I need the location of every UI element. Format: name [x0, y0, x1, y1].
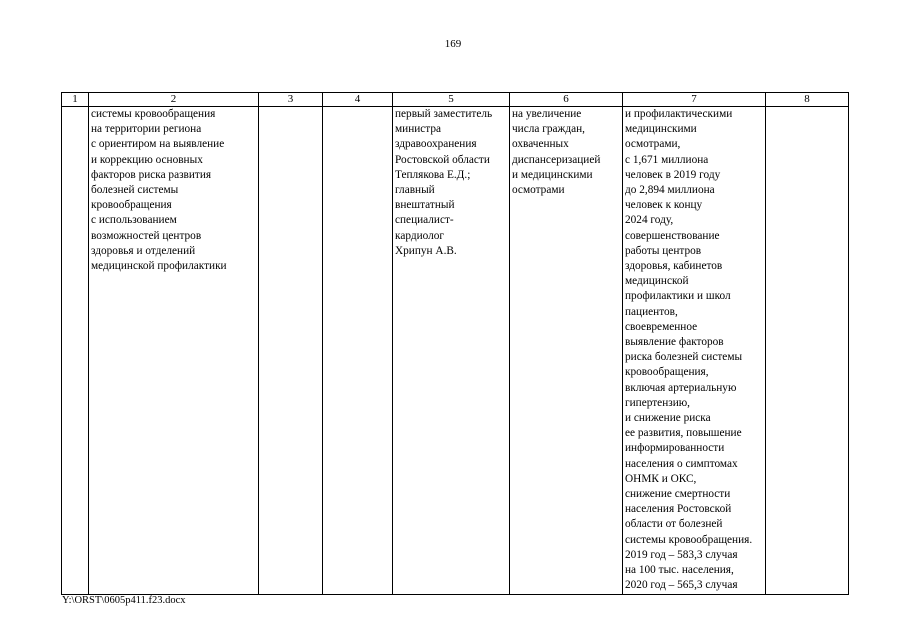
page-number: 169 [444, 38, 462, 50]
cell-col5-text: первый заместитель министра здравоохранения Ростовской области Теплякова Е.Д.; главный внештатный специалист- кардиолог Хрипун А.В. [395, 108, 493, 257]
cell-col2 [89, 107, 259, 595]
footer-file-path: Y:\ORST\0605p411.f23.docx [62, 595, 186, 606]
column-header-3: 3 [259, 93, 323, 107]
column-header-2: 2 [89, 93, 259, 107]
table-row [62, 107, 849, 595]
column-header-5: 5 [393, 93, 510, 107]
cell-col4 [323, 107, 393, 595]
program-table [61, 92, 849, 595]
cell-col2-text: системы кровообращения на территории региона с ориентиром на выявление и коррекцию основных факторов риска развития болезней системы кровообращения с использованием возможностей центров здоровья и отделений медицинской профилактики [91, 108, 227, 273]
column-header-8: 8 [766, 93, 849, 107]
table-header-row [62, 93, 849, 107]
cell-col7-text: и профилактическими медицинскими осмотрами, с 1,671 миллиона человек в 2019 году до 2,894 миллиона человек к концу 2024 году, совершенствование работы центров здоровья, кабинетов медицинской профилактики и школ пациентов, своевременное выявление факторов риска болезней системы кровообращения, включая артериальную гипертензию, и снижение риска ее развития, повышение информированности населения о симптомах ОНМК и ОКС, снижение смертности населения Ростовской области от болезней системы кровообращения. 2019 год – 583,3 случая на 100 тыс. населения, 2020 год – 565,3 случая [625, 108, 753, 592]
column-header-1: 1 [62, 93, 89, 107]
cell-col3 [259, 107, 323, 595]
cell-col5 [393, 107, 510, 595]
cell-col6-text: на увеличение числа граждан, охваченных диспансеризацией и медицинскими осмотрами [512, 108, 601, 197]
column-header-6: 6 [510, 93, 623, 107]
column-header-7: 7 [623, 93, 766, 107]
column-header-4: 4 [323, 93, 393, 107]
cell-col7 [623, 107, 766, 595]
cell-col8 [766, 107, 849, 595]
cell-col1 [62, 107, 89, 595]
cell-col6 [510, 107, 623, 595]
